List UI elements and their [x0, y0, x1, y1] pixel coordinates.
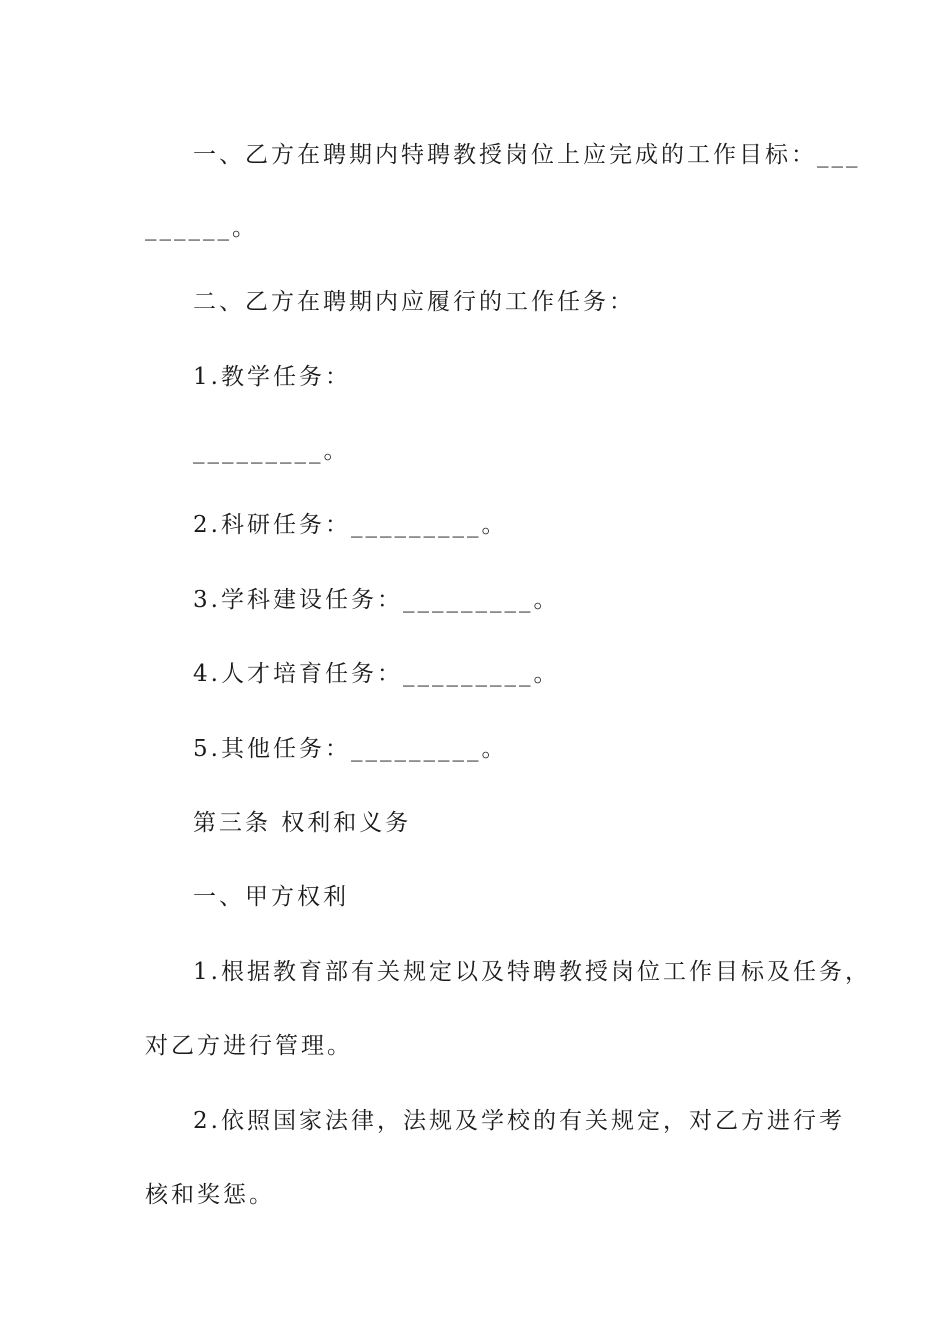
item-other-task: 5.其他任务：_________。 — [193, 736, 508, 762]
paragraph-work-goal-continued: ______。 — [145, 215, 258, 241]
paragraph-right-two: 2.依照国家法律，法规及学校的有关规定，对乙方进行考 — [193, 1108, 845, 1134]
paragraph-right-one-continued: 对乙方进行管理。 — [145, 1033, 353, 1059]
paragraph-right-two-continued: 核和奖惩。 — [145, 1182, 275, 1208]
section-party-a-rights: 一、甲方权利 — [193, 884, 349, 910]
item-teaching-task: 1.教学任务： — [193, 364, 351, 390]
item-teaching-task-blank: _________。 — [193, 438, 350, 464]
item-talent-cultivation-task: 4.人才培育任务：_________。 — [193, 661, 560, 687]
article-three-heading: 第三条 权利和义务 — [193, 810, 412, 836]
paragraph-work-goal: 一、乙方在聘期内特聘教授岗位上应完成的工作目标：___ — [193, 142, 861, 168]
paragraph-work-tasks: 二、乙方在聘期内应履行的工作任务： — [193, 289, 635, 315]
item-research-task: 2.科研任务：_________。 — [193, 512, 508, 538]
item-discipline-building-task: 3.学科建设任务：_________。 — [193, 587, 560, 613]
paragraph-right-one: 1.根据教育部有关规定以及特聘教授岗位工作目标及任务， — [193, 959, 871, 985]
